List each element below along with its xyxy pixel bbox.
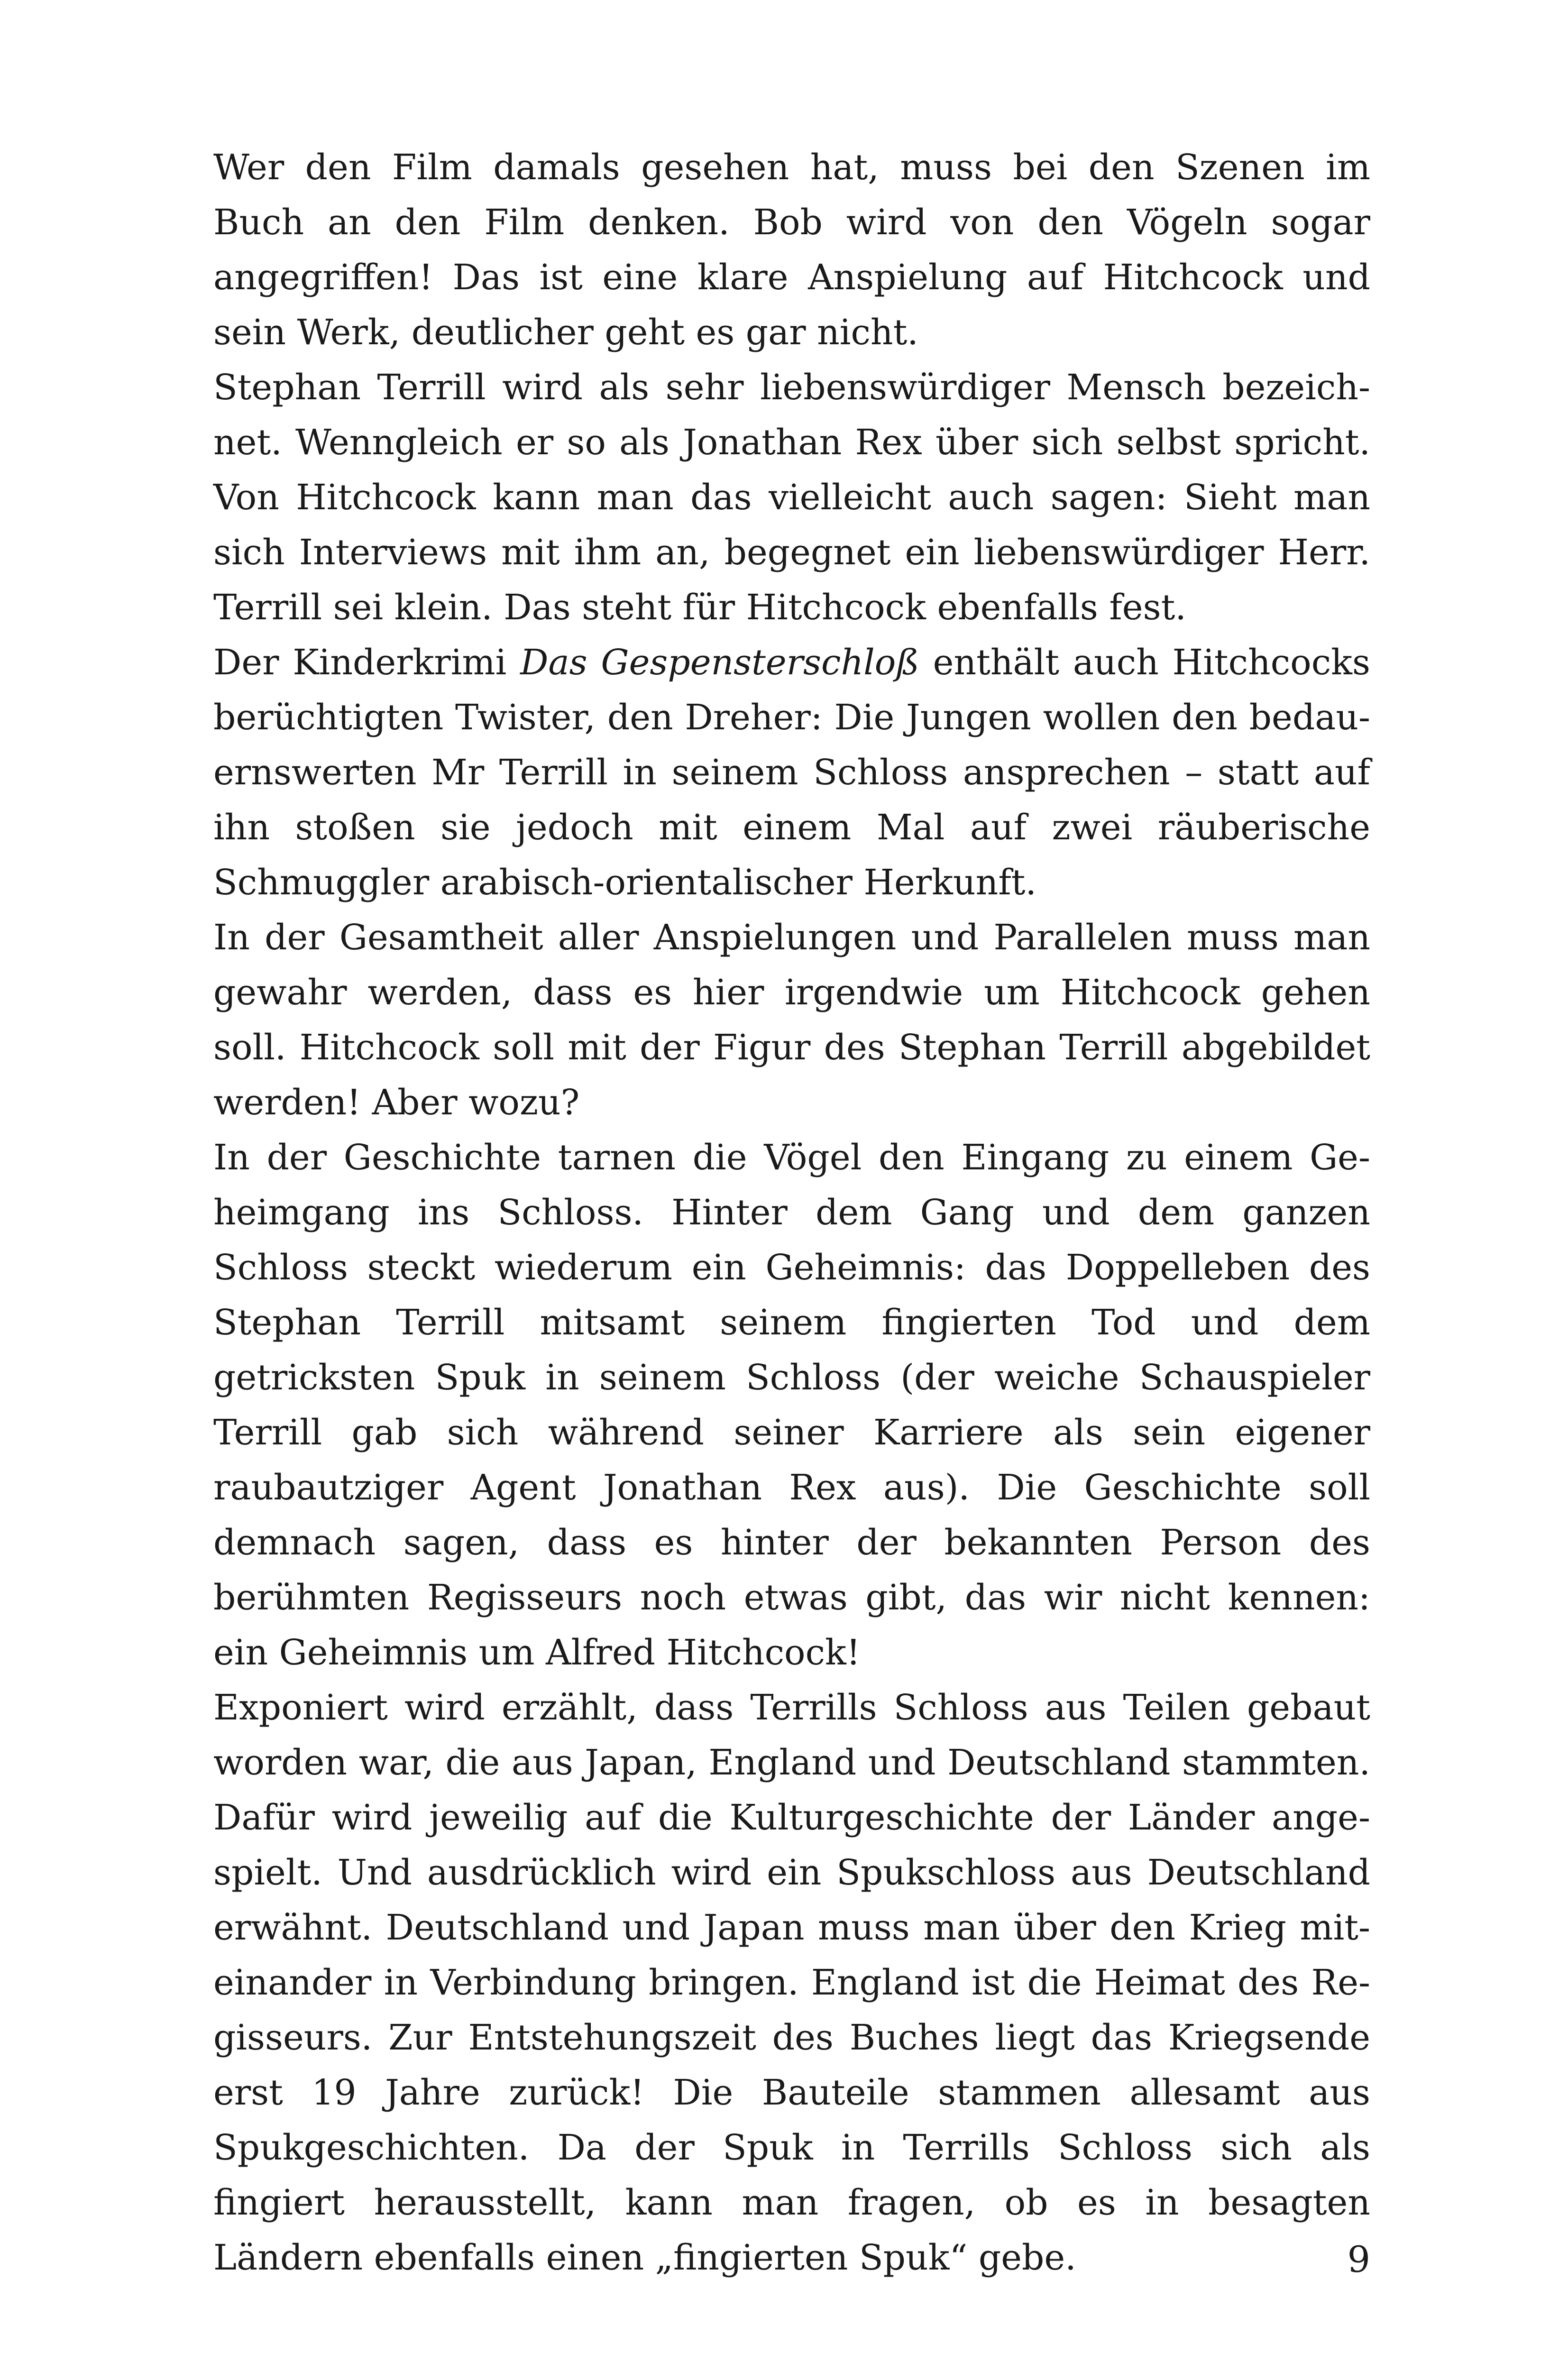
body-text [213, 140, 1370, 2285]
text-run: Wer den Film damals gesehen hat, muss bei den Szenen im Buch an den Film denken. Bob wird von den Vögeln sogar angegriffen! Das ist eine klare Anspielung auf Hitchcock und sein Werk, deutlicher geht es gar nicht. [213, 147, 1370, 353]
paragraph [213, 1680, 1370, 2285]
text-run: Exponiert wird erzählt, dass Terrills Schloss aus Teilen gebaut worden war, die aus Japan, England und Deutschland stammten. Dafür wird jeweilig auf die Kulturgeschichte der Länder angespielt. Und ausdrücklich wird ein Spukschloss aus Deutschland erwähnt. Deutschland und Japan muss man über den Krieg miteinander in Verbindung bringen. England ist die Heimat des Regisseurs. Zur Entstehungszeit des Buches liegt das Kriegsende erst 19 Jahre zurück! Die Bauteile stammen allesamt aus Spukgeschichten. Da der Spuk in Terrills Schloss sich als fingiert herausstellt, kann man fragen, ob es in besagten Ländern ebenfalls einen „fingierten Spuk“ gebe. [213, 1687, 1370, 2278]
paragraph [213, 140, 1370, 360]
page-number: 9 [1347, 2238, 1370, 2280]
text-run: enthält auch Hitchcocks berüchtigten Twister, den Dreher: Die Jungen wollen den bedauernswerten Mr Terrill in seinem Schloss ansprechen – statt auf ihn stoßen sie jedoch mit einem Mal auf zwei räuberische Schmuggler arabisch-orientalischer Herkunft. [213, 642, 1370, 903]
paragraph [213, 635, 1370, 910]
text-run: In der Geschichte tarnen die Vögel den Eingang zu einem Geheimgang ins Schloss. Hinter dem Gang und dem ganzen Schloss steckt wiederum ein Geheimnis: das Doppelleben des Stephan Terrill mitsamt seinem fingierten Tod und dem getricksten Spuk in seinem Schloss (der weiche Schauspieler Terrill gab sich während seiner Karriere als sein eigener raubautziger Agent Jonathan Rex aus). Die Geschichte soll demnach sagen, dass es hinter der bekannten Person des berühmten Regisseurs noch etwas gibt, das wir nicht kennen: ein Geheimnis um Alfred Hitchcock! [213, 1137, 1370, 1673]
text-run: Stephan Terrill wird als sehr liebenswürdiger Mensch bezeichnet. Wenngleich er so als Jonathan Rex über sich selbst spricht. Von Hitchcock kann man das vielleicht auch sagen: Sieht man sich Interviews mit ihm an, begegnet ein liebenswürdiger Herr. Terrill sei klein. Das steht für Hitchcock ebenfalls fest. [213, 367, 1370, 628]
paragraph [213, 1130, 1370, 1680]
paragraph [213, 360, 1370, 635]
italic-title-text: Das Gespensterschloß [520, 642, 919, 683]
paragraph [213, 910, 1370, 1130]
text-run: In der Gesamtheit aller Anspielungen und Parallelen muss man gewahr werden, dass es hier irgendwie um Hitchcock gehen soll. Hitchcock soll mit der Figur des Stephan Terrill abgebildet werden! Aber wozu? [213, 917, 1370, 1123]
text-run: Der Kinderkrimi [213, 642, 521, 683]
